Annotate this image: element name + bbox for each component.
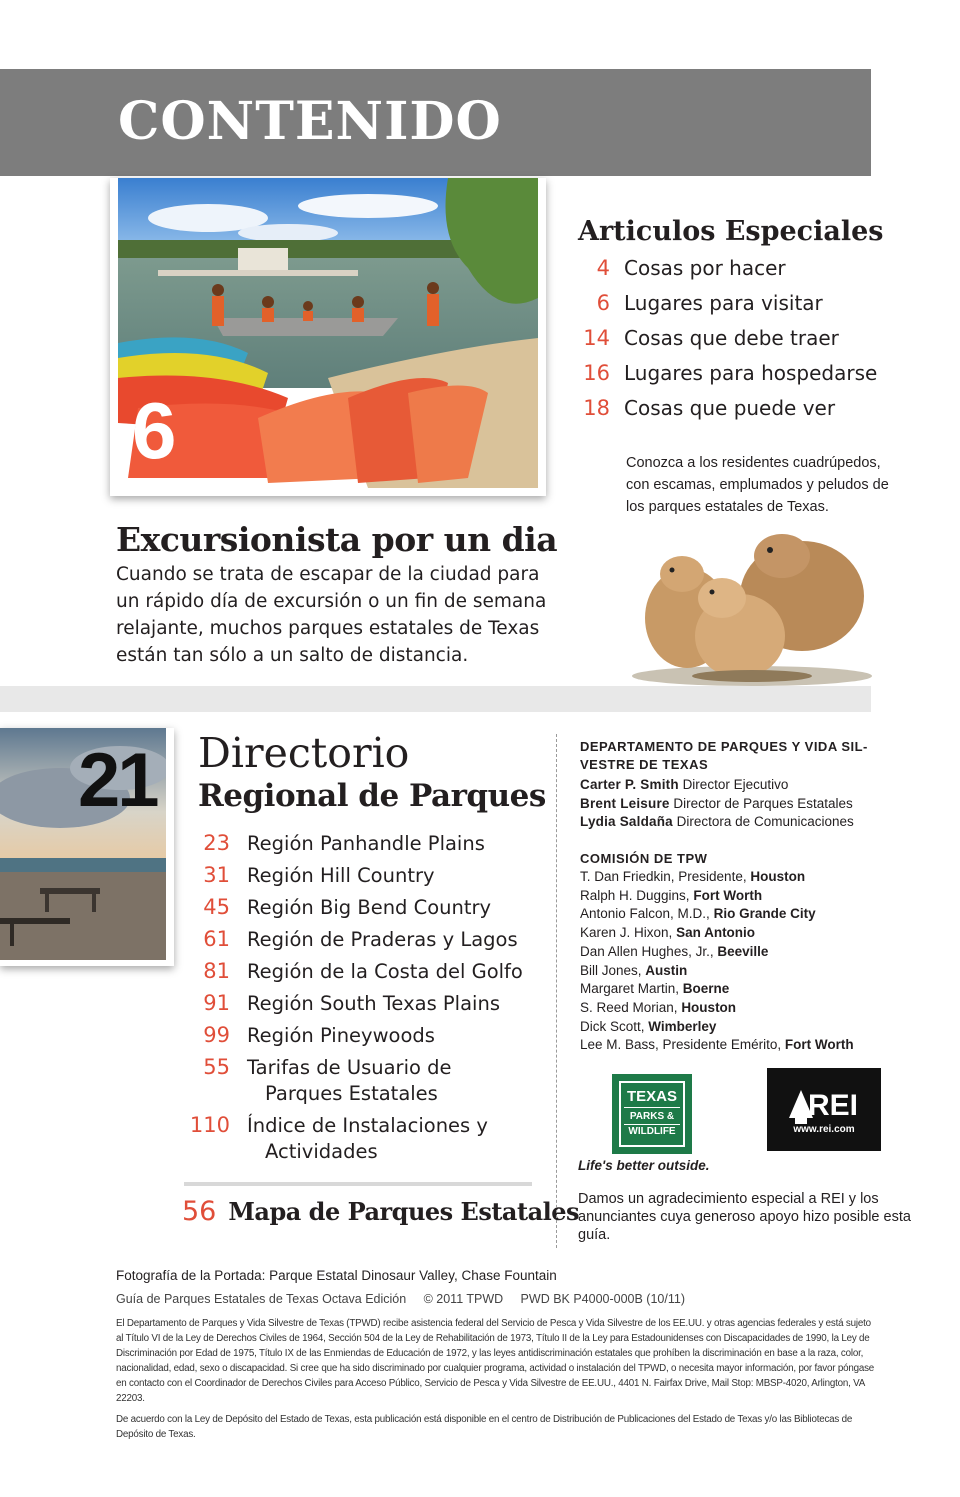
tpwd-logo[interactable]: TEXAS PARKS & WILDLIFE bbox=[612, 1074, 692, 1154]
feature-text: Cuando se trata de escapar de la ciudad para un rápido día de excursión o un fin de semana relajante, muchos parques estatales de Texas están tan sólo a un salto de distancia. bbox=[116, 564, 547, 666]
tpwd-tagline: Life's better outside. bbox=[578, 1158, 710, 1173]
legal-notice: El Departamento de Parques y Vida Silvestre de Texas (TPWD) recibe asistencia federal del Servicio de Pesca y Vida Silvestre de los EE.UU. y otras agencias federales y está sujeto al Título VI de la Ley de Derechos Civiles de 1964, Sección 504 de la Ley de Rehabilitación de 1973, Título II de la Ley para Estadounidenses con Discapacidades de 1990, la Ley de Discriminación por Edad de 1975, Título IX de las Enmiendas de Educación de 1972, y las leyes antidiscriminación estatales que prohíben la discriminación en base a la raza, color, nacionalidad, edad, sexo o discapacidad. Si cree que ha sido discriminado por cualquier programa, actividad o instalación del TPWD, o necesita mayor información, por favor póngase en contacto con el Coordinador de Derechos Civiles para Acceso Público, Servicio de Pesca y Vida Silvestre de EE.UU., 4401 N. Fairfax Drive, Mail Stop: MBSP-4020, Arlington, VA 22203. bbox=[116, 1318, 875, 1404]
directory-rule bbox=[184, 1182, 532, 1186]
commission-row: Dick Scott, Wimberley bbox=[580, 1018, 717, 1034]
list-item[interactable]: 91 Región South Texas Plains bbox=[203, 991, 500, 1015]
directory-subtitle: Regional de Parques bbox=[198, 778, 546, 814]
list-item[interactable]: 6 Lugares para visitar bbox=[596, 291, 823, 315]
list-item[interactable]: 14 Cosas que debe traer bbox=[583, 326, 839, 350]
commission-row: Dan Allen Hughes, Jr., Beeville bbox=[580, 943, 769, 959]
section-divider bbox=[0, 686, 871, 712]
staff-row: Carter P. Smith Director Ejecutivo bbox=[580, 777, 789, 792]
department-heading: DEPARTAMENTO DE PARQUES Y VIDA SIL- VESTRE DE TEXAS bbox=[580, 739, 868, 772]
page-title: CONTENIDO bbox=[118, 91, 502, 152]
feature-page-number: 6 bbox=[132, 386, 177, 475]
directory-page-number: 21 bbox=[78, 738, 157, 823]
edition-line: Guía de Parques Estatales de Texas Octava Edición © 2011 TPWD PWD BK P4000-000B (10/11) bbox=[116, 1292, 685, 1306]
staff-row: Brent Leisure Director de Parques Estatales bbox=[580, 795, 853, 811]
list-item[interactable]: 61 Región de Praderas y Lagos bbox=[203, 927, 518, 951]
list-item[interactable]: 81 Región de la Costa del Golfo bbox=[203, 959, 523, 983]
map-link[interactable]: 56 Mapa de Parques Estatales bbox=[182, 1196, 580, 1227]
commission-row: T. Dan Friedkin, Presidente, Houston bbox=[580, 869, 806, 884]
kayak-photo bbox=[110, 178, 546, 496]
directory-title: Directorio bbox=[198, 729, 410, 777]
commission-row: Lee M. Bass, Presidente Emérito, Fort Worth bbox=[580, 1037, 854, 1053]
commission-row: Karen J. Hixon, San Antonio bbox=[580, 925, 756, 941]
feature-title: Excursionista por un dia bbox=[116, 520, 558, 559]
prairie-dogs-photo bbox=[622, 526, 872, 690]
deposit-notice: De acuerdo con la Ley de Depósito del Estado de Texas, esta publicación está disponible en el centro de Distribución de Publicaciones del Estado de Texas y/o las Bibliotecas de Depósito de Texas. bbox=[116, 1414, 853, 1440]
staff-row: Lydia Saldaña Directora de Comunicaciones bbox=[580, 814, 854, 829]
kayak-photo-image bbox=[118, 178, 538, 488]
list-item[interactable]: 31 Región Hill Country bbox=[203, 863, 435, 887]
commission-row: Ralph H. Duggins, Fort Worth bbox=[580, 887, 763, 903]
rei-logo[interactable]: REI www.rei.com bbox=[767, 1068, 881, 1151]
commission-heading: COMISIÓN DE TPW bbox=[580, 851, 708, 866]
list-item[interactable]: 45 Región Big Bend Country bbox=[203, 895, 492, 919]
column-divider bbox=[556, 734, 557, 1248]
commission-list bbox=[580, 868, 854, 1055]
list-item[interactable]: 18 Cosas que puede ver bbox=[583, 396, 836, 420]
commission-row: S. Reed Morian, Houston bbox=[580, 999, 737, 1015]
thanks-text: Damos un agradecimiento especial a REI y los anunciantes cuya generoso apoyo hizo posible esta guía. bbox=[578, 1191, 911, 1243]
commission-row: Margaret Martin, Boerne bbox=[580, 981, 730, 997]
list-item[interactable]: 99 Región Pineywoods bbox=[203, 1023, 435, 1047]
wildlife-caption: Conozca a los residentes cuadrúpedos, con escamas, emplumados y peludos de los parques estatales de Texas. bbox=[626, 455, 889, 515]
list-item[interactable]: 55 Tarifas de Usuario de Parques Estatales bbox=[203, 1055, 452, 1105]
commission-row: Bill Jones, Austin bbox=[580, 962, 688, 978]
staff-list bbox=[580, 776, 854, 832]
list-item[interactable]: 110 Índice de Instalaciones y Actividades bbox=[189, 1113, 488, 1163]
list-item[interactable]: 16 Lugares para hospedarse bbox=[583, 361, 878, 385]
directory-list bbox=[186, 828, 523, 1168]
special-articles-list bbox=[580, 256, 877, 431]
list-item[interactable]: 4 Cosas por hacer bbox=[596, 256, 786, 280]
special-articles-title: Articulos Especiales bbox=[578, 216, 884, 247]
list-item[interactable]: 23 Región Panhandle Plains bbox=[203, 831, 485, 855]
cover-credit: Fotografía de la Portada: Parque Estatal Dinosaur Valley, Chase Fountain bbox=[116, 1268, 557, 1283]
commission-row: Antonio Falcon, M.D., Rio Grande City bbox=[580, 906, 816, 922]
